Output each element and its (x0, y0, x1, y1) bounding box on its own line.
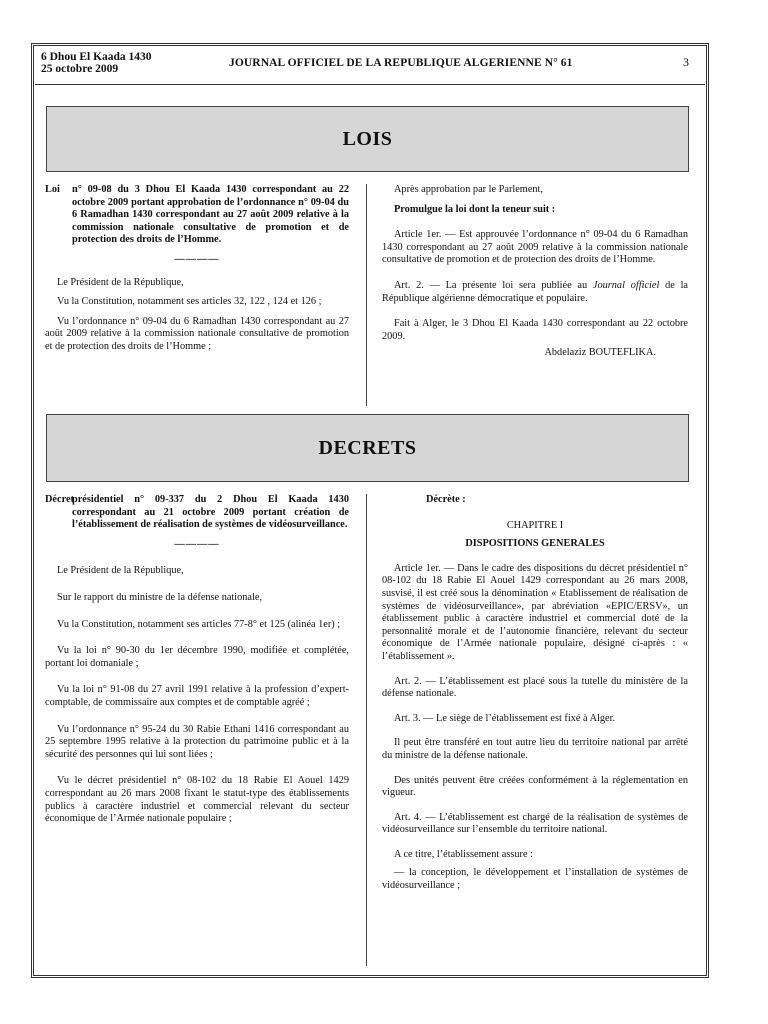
decret-title-rest: présidentiel n° 09-337 du 2 Dhou El Kaada 1430 correspondant au 21 octobre 2009 portant création de l’établissement de réalisation de systèmes de vidéosurveillance. (72, 494, 349, 531)
decret-right-paragraph: Des unités peuvent être créées conformément à la réglementation en vigueur. (382, 774, 688, 799)
loi-article-2 (382, 280, 688, 305)
decret-right-paragraph: A ce titre, l’établissement assure : (394, 848, 533, 860)
decrets-column-divider (366, 494, 367, 966)
decret-left-paragraph: Le Président de la République, (57, 565, 184, 577)
decret-article-3: Art. 3. — Le siège de l’établissement est fixé à Alger. (394, 712, 616, 724)
journal-title: JOURNAL OFFICIEL DE LA REPUBLIQUE ALGERIENNE N° 61 (229, 57, 573, 69)
decret-left-paragraph: Vu l’ordonnance n° 95-24 du 30 Rabie Ethani 1416 correspondant au 25 septembre 1995 relative à la protection du patrimoine public et à la sécurité des personnes qui lui sont liées ; (45, 723, 349, 760)
decret-left-paragraph: Vu le décret présidentiel n° 08-102 du 18 Rabie El Aouel 1429 correspondant au 26 mars 2008 fixant le statut-type des établissements publics à caractère industriel et commercial relevant du secteur économique de l’Armée nationale populaire ; (45, 775, 349, 825)
journal-officiel-ref: Journal officiel (592, 279, 660, 291)
page-number: 3 (683, 55, 689, 69)
lois-banner (46, 106, 689, 172)
loi-left-paragraph: Vu la Constitution, notamment ses articles 32, 122 , 124 et 126 ; (57, 296, 322, 308)
decret-right-paragraph: Il peut être transféré en tout autre lieu du territoire national par arrêté du ministre de la défense nationale. (382, 737, 688, 761)
header-date-gregorian: 25 octobre 2009 (41, 63, 119, 75)
decret-separator: ———— (174, 538, 220, 550)
decret-left-paragraph: Vu la loi n° 90-30 du 1er décembre 1990, modifiée et complétée, portant loi domaniale ; (45, 645, 349, 669)
loi-left-paragraph: Vu l’ordonnance n° 09-04 du 6 Ramadhan 1430 correspondant au 27 août 2009 relative à la commission nationale consultative de promotion et de protection des droits de l’Homme ; (45, 315, 349, 352)
lois-column-divider (366, 184, 367, 406)
decrets-right-column (382, 494, 688, 900)
loi-article-1: Article 1er. — Est approuvée l’ordonnance n° 09-04 du 6 Ramadhan 1430 correspondant au 27 août 2009 relative à la commission nationale consultative de promotion et de protection des droits de l’Homme. (382, 229, 688, 266)
chapter-number: CHAPITRE I (506, 519, 564, 531)
loi-article-2-text: Art. 2. — La présente loi sera publiée au (394, 279, 593, 291)
lois-banner-title: LOIS (342, 127, 393, 150)
chapter-title: DISPOSITIONS GENERALES (465, 538, 605, 550)
decret-article-1: Article 1er. — Dans le cadre des dispositions du décret présidentiel n° 08-102 du 18 Rabie El Aouel 1429 correspondant au 26 mars 2008, susvisé, il est créé sous la dénomination « Etablissement de réalisation de systèmes de vidéosurveillance», par abréviation «EPIC/ERSV», un établissement public à caractère industriel et commercial doté de la personnalité morale et de l’autonomie financière, relevant du secteur économique de l’Armée nationale populaire, désigné ci-après : « l’établissement ». (382, 562, 688, 662)
loi-title-first-word: Loi (45, 184, 60, 195)
loi-title-rest: n° 09-08 du 3 Dhou El Kaada 1430 correspondant au 22 octobre 2009 portant approbation de l’ordonnance n° 09-04 du 6 Ramadhan 1430 correspondant au 27 août 2009 relative à la commission nationale consultative de promotion et de protection des droits de l’Homme. (72, 184, 349, 246)
loi-fait-a-alger: Fait à Alger, le 3 Dhou El Kaada 1430 correspondant au 22 octobre 2009. (382, 318, 688, 342)
decret-article-4: Art. 4. — L’établissement est chargé de la réalisation de systèmes de vidéosurveillance sur l’ensemble du territoire national. (382, 811, 688, 836)
page-header (41, 51, 705, 77)
header-date (41, 51, 152, 75)
decret-title-first-word: Décret (45, 494, 74, 505)
decret-right-paragraph: — la conception, le développement et l’installation de systèmes de vidéosurveillance ; (382, 867, 688, 892)
lois-right-column (382, 184, 688, 367)
loi-title (45, 184, 349, 247)
loi-left-paragraph: Le Président de la République, (57, 276, 184, 288)
decrets-banner-title: DECRETS (318, 436, 417, 459)
loi-signature: Abdelaziz BOUTEFLIKA. (544, 347, 656, 359)
decret-left-paragraph: Vu la loi n° 91-08 du 27 avril 1991 relative à la profession d’expert-comptable, de commissaire aux comptes et de comptable agréé ; (45, 684, 349, 708)
loi-separator: ———— (174, 253, 220, 265)
header-divider (35, 84, 705, 85)
decret-left-paragraph: Vu la Constitution, notamment ses articles 77-8° et 125 (alinéa 1er) ; (57, 618, 341, 630)
loi-promulgation: Promulgue la loi dont la teneur suit : (394, 203, 556, 215)
decret-title (45, 494, 349, 532)
header-date-hijri: 6 Dhou El Kaada 1430 (41, 51, 152, 63)
decret-article-2: Art. 2. — L’établissement est placé sous la tutelle du ministère de la défense nationale. (382, 675, 688, 700)
decrets-left-column (45, 494, 349, 840)
lois-left-column (45, 184, 349, 361)
decrete-label: Décrète : (426, 494, 466, 505)
decrets-banner (46, 414, 689, 482)
loi-article-2-text-end: de la République algérienne démocratique et populaire. (382, 279, 689, 304)
decret-left-paragraph: Sur le rapport du ministre de la défense nationale, (57, 591, 263, 603)
loi-right-paragraph: Après approbation par le Parlement, (394, 184, 543, 195)
